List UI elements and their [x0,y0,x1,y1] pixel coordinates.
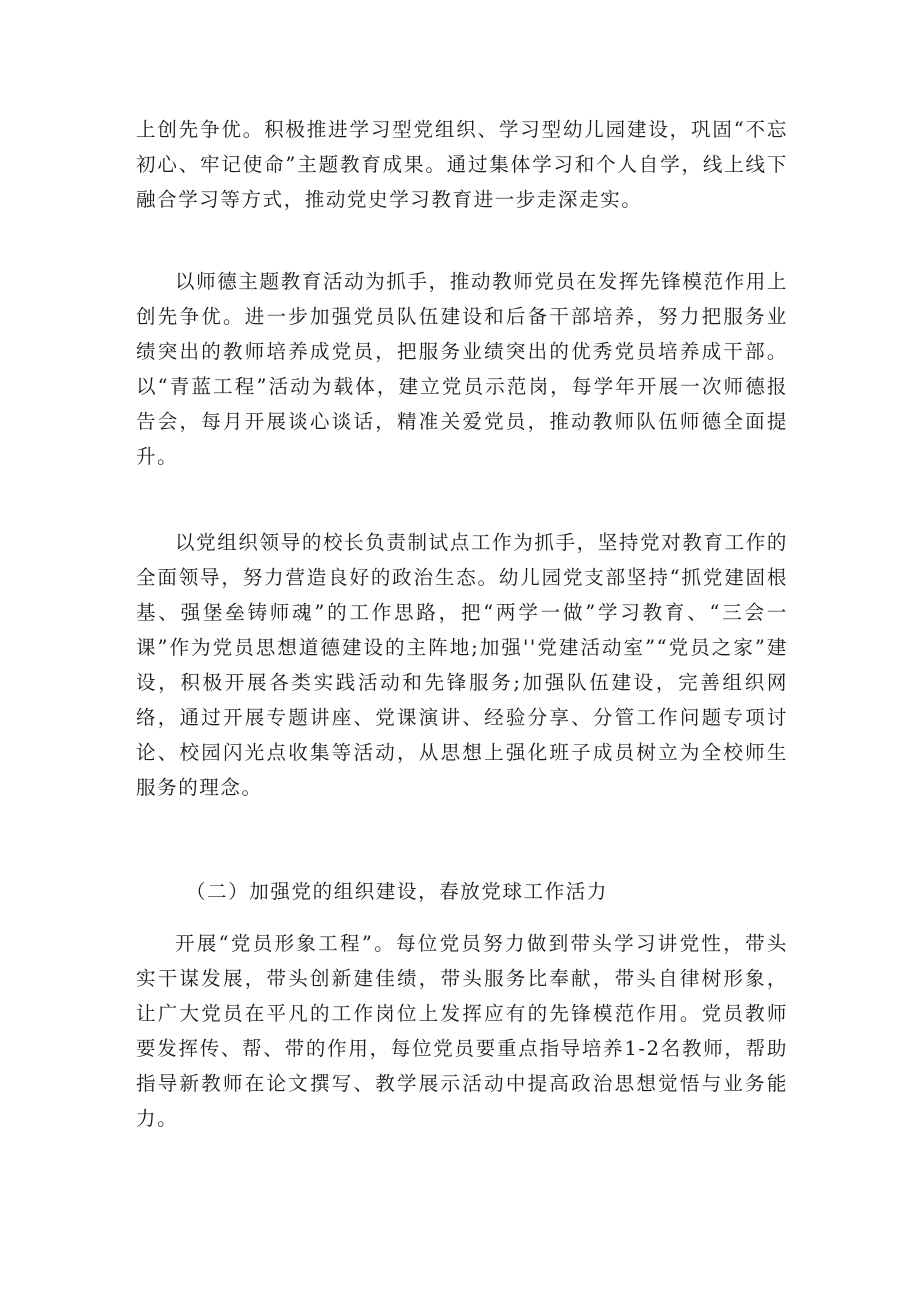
section-heading: （二）加强党的组织建设，春放党球工作活力 [186,880,609,903]
paragraph-teacher-ethics: 以师德主题教育活动为抓手，推动教师党员在发挥先锋模范作用上创先争优。进一步加强党员队伍建设和后备干部培养，努力把服务业绩突出的教师培养成党员，把服务业绩突出的优秀党员培养成干部。以“青蓝工程”活动为载体，建立党员示范岗，每学年开展一次师德报告会，每月开展谈心谈话，精准关爱党员，推动教师队伍师德全面提升。 [136,270,788,468]
paragraph-party-leadership: 以党组织领导的校长负责制试点工作为抓手，坚持党对教育工作的全面领导，努力营造良好的政治生态。幼儿园党支部坚持“抓党建固根基、强堡垒铸师魂”的工作思路，把“两学一做”学习教育、“三会一课”作为党员思想道德建设的主阵地;加强''党建活动室”“党员之家”建设，积极开展各类实践活动和先锋服务;加强队伍建设，完善组织网络，通过开展专题讲座、党课演讲、经验分享、分管工作问题专项讨论、校园闪光点收集等活动，从思想上强化班子成员树立为全校师生服务的理念。 [136,531,788,799]
paragraph-party-image-project: 开展“党员形象工程”。每位党员努力做到带头学习讲党性，带头实干谋发展，带头创新建佳绩，带头服务比奉献，带头自律树形象，让广大党员在平凡的工作岗位上发挥应有的先锋模范作用。党员教师要发挥传、帮、带的作用，每位党员要重点指导培养1-2名教师，帮助指导新教师在论文撰写、教学展示活动中提高政治思想觉悟与业务能力。 [136,932,788,1130]
paragraph-continued: 上创先争优。积极推进学习型党组织、学习型幼儿园建设，巩固“不忘初心、牢记使命”主题教育成果。通过集体学习和个人自学，线上线下融合学习等方式，推动党史学习教育进一步走深走实。 [136,118,788,211]
